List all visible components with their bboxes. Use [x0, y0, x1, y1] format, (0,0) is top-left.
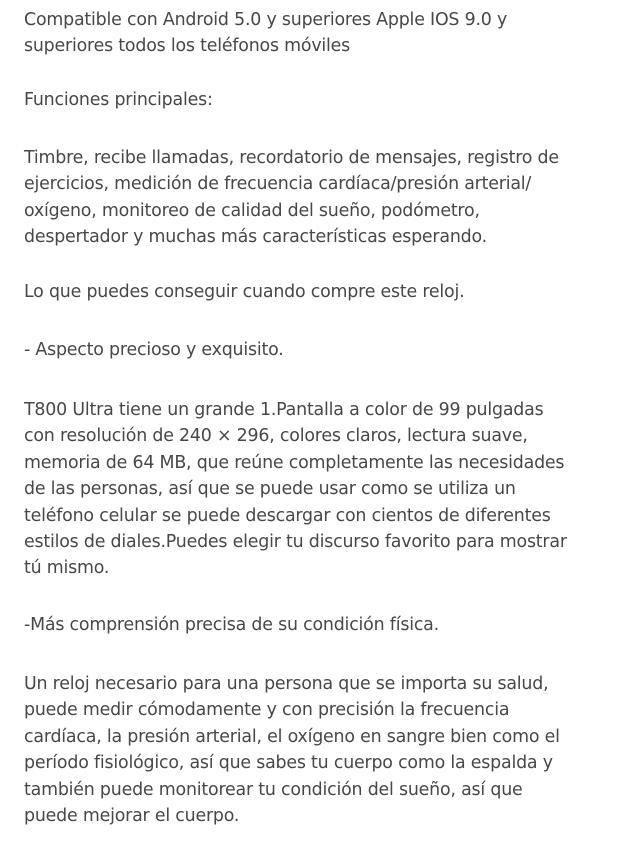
text-line: puede mejorar el cuerpo.	[24, 806, 240, 827]
text-line: de las personas, así que se puede usar como se utiliza un	[24, 479, 516, 500]
text-line: período fisiológico, así que sabes tu cuerpo como la espalda y	[24, 753, 553, 774]
text-line: cardíaca, la presión arterial, el oxígeno en sangre bien como el	[24, 726, 560, 747]
text-line: Un reloj necesario para una persona que se importa su salud,	[24, 674, 549, 694]
health-heading	[24, 612, 439, 638]
features-paragraph	[24, 145, 559, 251]
text-line: ejercicios, medición de frecuencia cardíaca/presión arterial/	[24, 174, 532, 195]
text-line: - Aspecto precioso y exquisito.	[24, 340, 284, 360]
text-line: superiores todos los teléfonos móviles	[24, 36, 351, 57]
text-line: T800 Ultra tiene un grande 1.Pantalla a color de 99 pulgadas	[24, 400, 544, 420]
text-line: Timbre, recibe llamadas, recordatorio de mensajes, registro de	[24, 148, 559, 168]
text-line: Lo que puedes conseguir cuando compre este reloj.	[24, 282, 465, 302]
text-line: Funciones principales:	[24, 90, 213, 110]
text-line: memoria de 64 MB, que reúne completamente las necesidades	[24, 452, 565, 473]
text-line: teléfono celular se puede descargar con cientos de diferentes	[24, 505, 551, 526]
display-paragraph	[24, 397, 567, 582]
text-line: con resolución de 240 × 296, colores claros, lectura suave,	[24, 426, 528, 447]
text-line: tú mismo.	[24, 558, 110, 579]
text-line: estilos de diales.Puedes elegir tu discurso favorito para mostrar	[24, 532, 567, 553]
text-line: Compatible con Android 5.0 y superiores Apple IOS 9.0 y	[24, 10, 508, 30]
health-paragraph	[24, 671, 560, 829]
text-line: oxígeno, monitoreo de calidad del sueño, podómetro,	[24, 200, 480, 221]
main-functions-heading	[24, 87, 213, 113]
text-line: despertador y muchas más características esperando.	[24, 227, 487, 248]
appearance-heading	[24, 337, 284, 363]
compatibility-paragraph	[24, 7, 507, 60]
benefits-intro	[24, 279, 464, 305]
text-line: -Más comprensión precisa de su condición física.	[24, 615, 439, 635]
text-line: puede medir cómodamente y con precisión la frecuencia	[24, 700, 510, 721]
text-line: también puede monitorear tu condición del sueño, así que	[24, 779, 523, 800]
